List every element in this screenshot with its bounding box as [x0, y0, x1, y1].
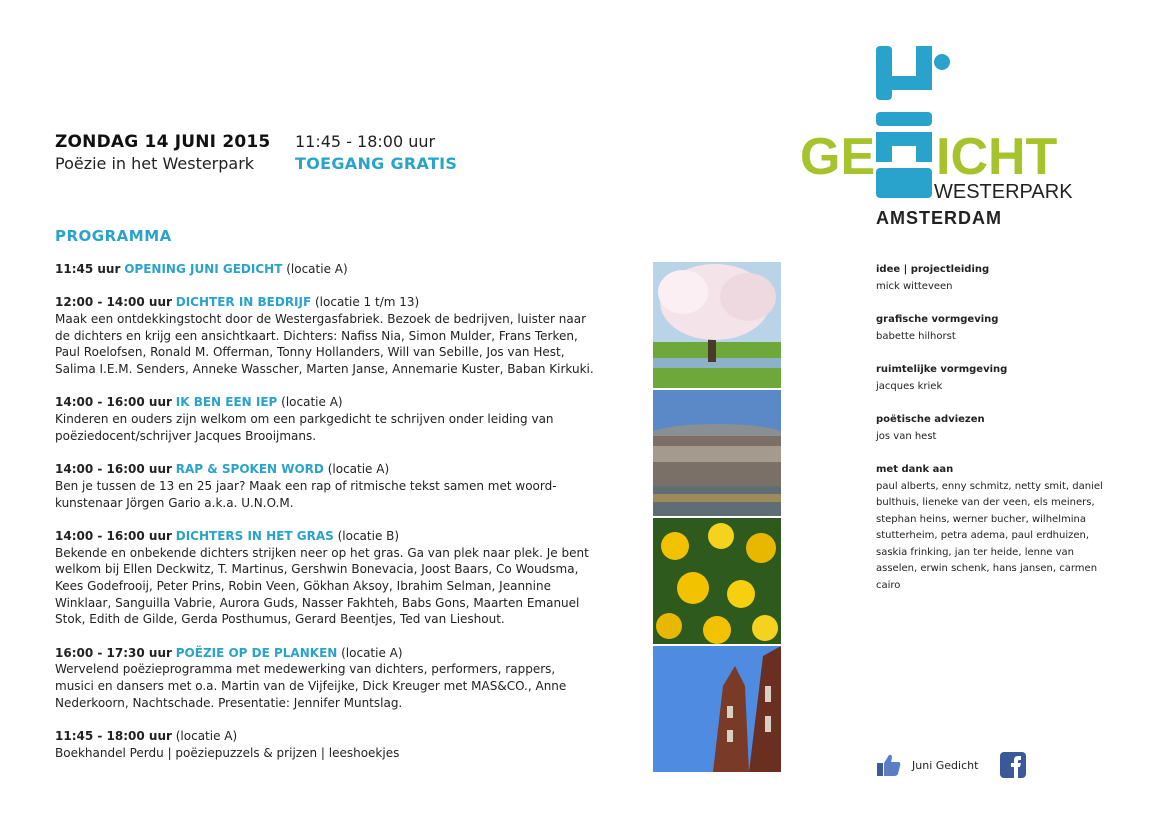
credit-names: paul alberts, enny schmitz, netty smit, daniel bulthuis, lieneke van der veen, els meiners, stephan heins, werner bucher, wilhelmina stutterheim, petra adema, paul erdhuizen, saskia frinking, jan ter heide, lenne van asselen, erwin schenk, hans jansen, carmen cairo: [876, 480, 1103, 591]
program-item-time: 14:00 - 16:00 uur: [55, 528, 172, 543]
program-item: [55, 394, 595, 444]
credit-names: mick witteveen: [876, 280, 953, 292]
social-label[interactable]: Juni Gedicht: [912, 758, 979, 772]
program-item-description: Ben je tussen de 13 en 25 jaar? Maak een rap of ritmische tekst samen met woord-kunstenaar Jörgen Gario a.k.a. U.N.O.M.: [55, 478, 557, 510]
program-item-description: Kinderen en ouders zijn welkom om een parkgedicht te schrijven onder leiding van poëziedocent/schrijver Jacques Brooijmans.: [55, 412, 554, 443]
program-list: [55, 261, 595, 778]
credit-role: met dank aan: [876, 464, 954, 475]
program-item: [55, 294, 595, 378]
program-item-name: RAP & SPOKEN WORD: [175, 462, 324, 477]
event-subtitle: Poëzie in het Westerpark: [55, 154, 255, 173]
photo-cherry-blossom: [653, 262, 781, 388]
credit-role: ruimtelijke vormgeving: [876, 364, 1008, 375]
program-item: [55, 528, 595, 628]
event-date: ZONDAG 14 JUNI 2015: [55, 132, 271, 152]
credit-role: idee | projectleiding: [876, 264, 990, 275]
logo-westerpark: WESTERPARK: [934, 181, 1073, 203]
program-item-time: 14:00 - 16:00 uur: [55, 462, 172, 477]
credits: [876, 262, 1116, 611]
program-item: [55, 728, 595, 761]
program-item: [55, 261, 595, 278]
credit-role: poëtische adviezen: [876, 414, 985, 425]
program-item-name: OPENING JUNI GEDICHT: [124, 262, 283, 276]
facebook-icon[interactable]: [1000, 752, 1026, 778]
logo-word-left: GE: [800, 128, 876, 186]
credit-names: jacques kriek: [876, 380, 943, 392]
juni-gedicht-logo: [798, 44, 1088, 234]
program-item-location: (locatie 1 t/m 13): [311, 295, 420, 310]
program-item-name: DICHTER IN BEDRIJF: [175, 295, 312, 310]
program-item-location: (locatie A): [282, 262, 348, 276]
credit-block: [876, 262, 1116, 295]
logo-word-right: ICHT: [936, 128, 1058, 186]
program-item-description: Boekhandel Perdu | poëziepuzzels & prijzen | leeshoekjes: [55, 745, 400, 760]
program-item-name: POËZIE OP DE PLANKEN: [175, 645, 338, 660]
credit-block: [876, 412, 1116, 445]
credit-block: [876, 362, 1116, 395]
thumbs-up-icon[interactable]: [876, 753, 902, 777]
logo-amsterdam: AMSTERDAM: [876, 208, 1002, 228]
program-heading: PROGRAMMA: [55, 227, 172, 245]
program-item-time: 11:45 uur: [55, 262, 121, 276]
program-item-name: IK BEN EEN IEP: [175, 395, 278, 410]
program-item: [55, 645, 595, 712]
credit-names: jos van hest: [876, 430, 937, 442]
program-item-description: Wervelend poëzieprogramma met medewerking van dichters, performers, rappers, musici en dansers met o.a. Martin van de Vijfeijke, Dick Kreuger met MAS&CO., Anne Nederkoorn, Nachtschade. Presentatie: Jennifer Muntslag.: [55, 662, 567, 710]
program-item-time: 11:45 - 18:00 uur: [55, 729, 172, 744]
program-item-time: 12:00 - 14:00 uur: [55, 295, 172, 310]
program-item: [55, 461, 595, 511]
credit-block: [876, 462, 1116, 594]
program-item-location: (locatie B): [333, 528, 400, 543]
photo-brick-building: [653, 646, 781, 772]
program-item-name: DICHTERS IN HET GRAS: [175, 528, 334, 543]
program-item-description: Maak een ontdekkingstocht door de Westergasfabriek. Bezoek de bedrijven, luister naar de dichters en krijg een ansichtkaart. Dichters: Nafiss Nia, Simon Mulder, Frans Terken, Paul Roelofsen, Ronald M. Offerman, Tonny Hollanders, Will van Sebille, Jos van Hest, Salima I.E.M. Senders, Anneke Wasscher, Marten Janse, Annemarie Kuster, Baban Kirkuki.: [55, 312, 594, 377]
social-links: [876, 750, 1026, 780]
program-item-time: 16:00 - 17:30 uur: [55, 645, 172, 660]
program-item-location: (locatie A): [323, 462, 390, 477]
credit-names: babette hilhorst: [876, 330, 956, 342]
photo-daffodils: [653, 518, 781, 644]
logo-brand-vertical: JUNI: [798, 44, 801, 45]
event-time: 11:45 - 18:00 uur: [295, 132, 436, 151]
program-item-location: (locatie A): [337, 645, 403, 660]
program-item-location: (locatie A): [171, 729, 238, 744]
photo-strip: [653, 262, 781, 773]
admission-label: TOEGANG GRATIS: [295, 154, 458, 173]
program-item-location: (locatie A): [277, 395, 343, 410]
program-item-time: 14:00 - 16:00 uur: [55, 395, 172, 410]
program-item-description: Bekende en onbekende dichters strijken neer op het gras. Ga van plek naar plek. Je bent welkom bij Ellen Deckwitz, T. Martinus, Gershwin Bonevacia, Joost Baars, Co Woudsma, Kees Godefrooij, Peter Prins, Robin Veen, Gökhan Aksoy, Ibrahim Selman, Jeannine Winklaar, Sanguilla Vabrie, Aurora Guds, Nasser Fakhteh, Babs Gons, Maarten Emanuel Stok, Edith de Gilde, Gerda Posthumus, Gerard Beentjes, Ted van Lieshout.: [55, 545, 589, 627]
photo-gasholder: [653, 390, 781, 516]
credit-block: [876, 312, 1116, 345]
credit-role: grafische vormgeving: [876, 314, 999, 325]
